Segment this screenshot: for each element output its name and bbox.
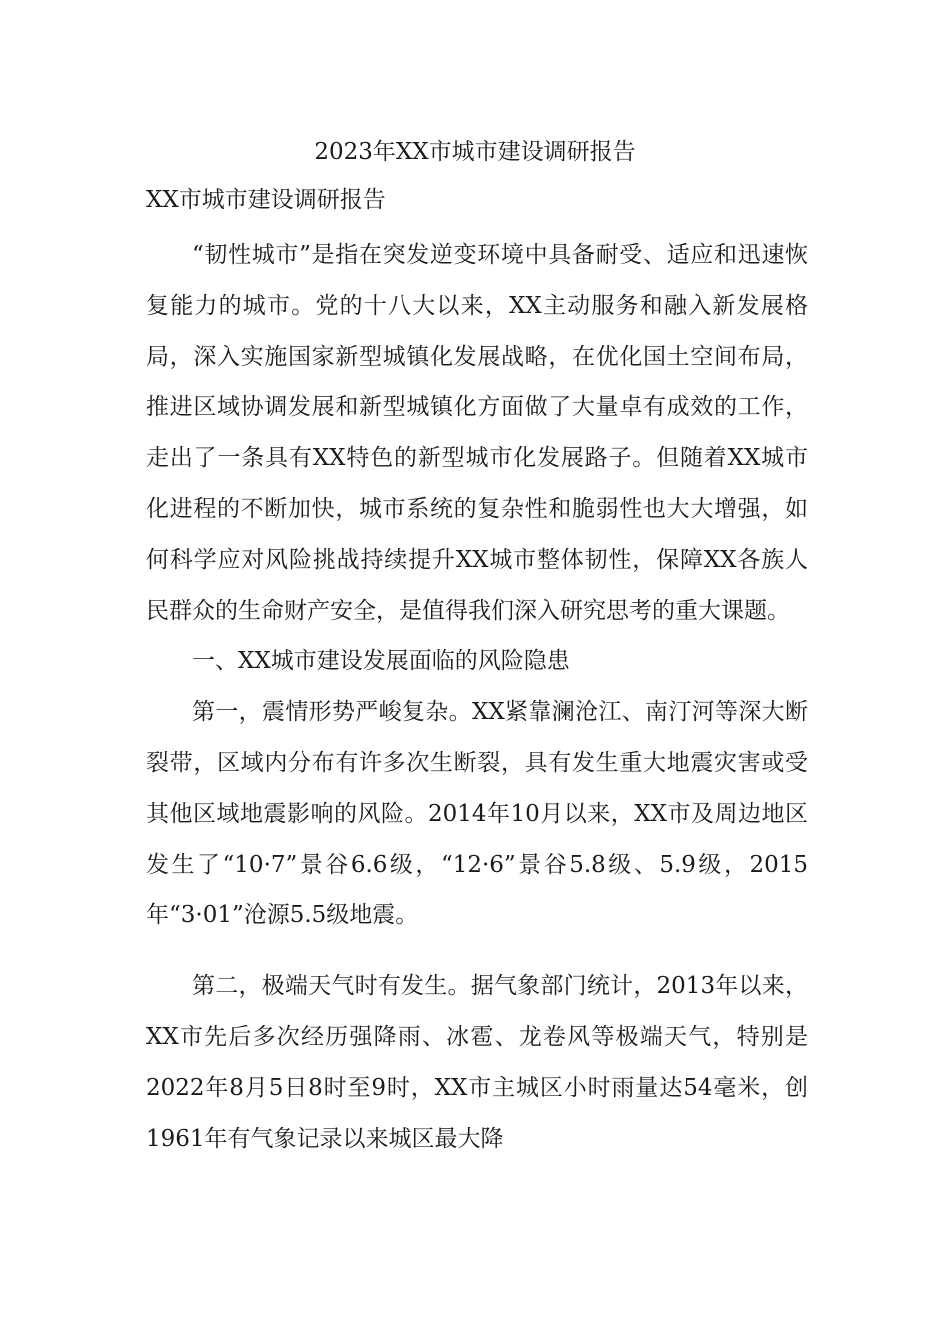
document-title: 2023年XX市城市建设调研报告: [314, 139, 636, 165]
document-body: [146, 180, 808, 1164]
paragraph-resilient-city: “韧性城市”是指在突发逆变环境中具备耐受、适应和迅速恢复能力的城市。党的十八大以来，XX主动服务和融入新发展格局，深入实施国家新型城镇化发展战略，在优化国土空间布局，推进区域协调发展和新型城镇化方面做了大量卓有成效的工作，走出了一条具有XX特色的新型城市化发展路子。但随着XX城市化进程的不断加快，城市系统的复杂性和脆弱性也大大增强，如何科学应对风险挑战持续提升XX城市整体韧性，保障XX各族人民群众的生命财产安全，是值得我们深入研究思考的重大课题。: [146, 242, 808, 624]
paragraph-earthquake: 第一，震情形势严峻复杂。XX紧靠澜沧江、南汀河等深大断裂带，区域内分布有许多次生断裂，具有发生重大地震灾害或受其他区域地震影响的风险。2014年10月以来，XX市及周边地区发生了“10·7”景谷6.6级，“12·6”景谷5.8级、5.9级，2015年“3·01”沧源5.5级地震。: [146, 699, 808, 929]
paragraph-extreme-weather: 第二，极端天气时有发生。据气象部门统计，2013年以来，XX市先后多次经历强降雨、冰雹、龙卷风等极端天气，特别是2022年8月5日8时至9时，XX市主城区小时雨量达54毫米，创1961年有气象记录以来城区最大降: [146, 973, 808, 1152]
section-heading-risks: 一、XX城市建设发展面临的风险隐患: [192, 648, 570, 675]
document-subtitle: XX市城市建设调研报告: [146, 187, 386, 213]
